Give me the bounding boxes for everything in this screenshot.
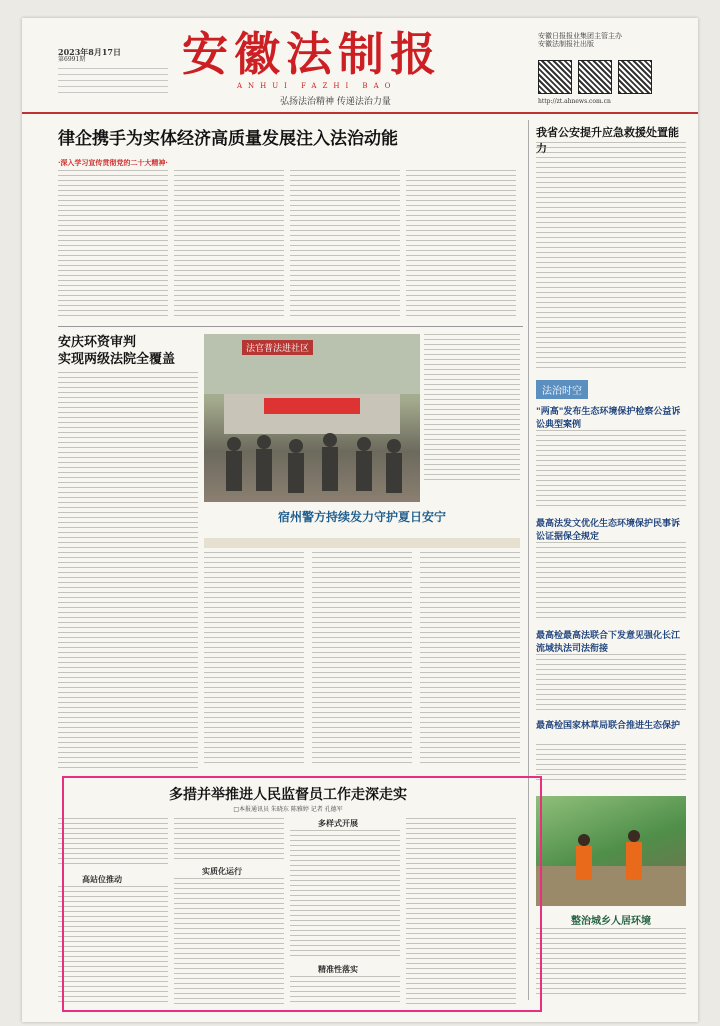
publisher-info [538, 32, 688, 48]
sidebar-item-3-text [536, 654, 686, 714]
sidebar-section-head: 法治时空 [536, 380, 588, 399]
sidebar-item-3-headline: 最高检最高法联合下发意见强化长江流域执法司法衔接 [536, 631, 681, 654]
qr-code-icon [618, 60, 652, 94]
photo-caption-text [424, 334, 520, 484]
header-divider [22, 112, 698, 114]
website-link[interactable]: http://zt.ahnews.com.cn [538, 98, 611, 105]
lead-column-1 [58, 170, 168, 320]
sidebar-item-1-text [536, 430, 686, 510]
sidebar-item-2-headline: 最高法发文优化生态环境保护民事诉讼证据保全规定 [536, 519, 681, 542]
publisher-line-1: 安徽日报报业集团主管主办 [538, 32, 622, 40]
right-lead-headline: 我省公安提升应急救援处置能力 [536, 126, 679, 155]
anqing-headline: 安庆环资审判 实现两级法院全覆盖 [58, 335, 176, 367]
suzhou-column-2 [312, 552, 412, 766]
feature-subhead-2: 实质化运行 [202, 866, 242, 876]
masthead-slogan: 弘扬法治精神 传递法治力量 [280, 97, 391, 107]
lead-column-2 [174, 170, 284, 320]
community-photo [204, 334, 420, 502]
anqing-column [58, 372, 198, 772]
feature-subhead-3: 多样式开展 [318, 818, 358, 828]
subhead-bar [204, 538, 520, 548]
workers-illustration [536, 796, 686, 906]
suzhou-column-1 [204, 552, 304, 766]
qr-code-icon [578, 60, 612, 94]
suzhou-column-3 [420, 552, 520, 766]
qr-code-row [538, 60, 652, 94]
masthead-title: 安徽法制报 [182, 27, 442, 81]
feature-subhead-4: 精准性落实 [318, 964, 358, 974]
lead-headline: 律企携手为实体经济高质量发展注入法治动能 [58, 129, 398, 149]
masthead-pinyin: ANHUI FAZHI BAO [237, 82, 397, 90]
issue-info [58, 48, 168, 98]
sidebar-item-1-headline: "两高"发布生态环境保护检察公益诉讼典型案例 [536, 407, 681, 430]
cleanup-caption: 整治城乡人居环境 [571, 916, 651, 927]
suzhou-headline: 宿州警方持续发力守护夏日安宁 [277, 510, 446, 524]
highlight-box [62, 776, 542, 1012]
qr-code-icon [538, 60, 572, 94]
feature-headline: 多措并举推进人民监督员工作走深走实 [169, 787, 407, 803]
crowd-photo-illustration [204, 334, 420, 502]
lead-column-4 [406, 170, 516, 320]
publisher-line-2: 安徽法制报社出版 [538, 40, 594, 48]
feature-byline: □本报通讯员 朱晓东 陈雅婷 记者 孔德军 [233, 806, 343, 813]
cleanup-caption-text [536, 928, 686, 998]
issue-meta-lines [58, 68, 168, 98]
photo-title: 法官普法进社区 [242, 340, 313, 355]
sidebar-item-2-text [536, 542, 686, 622]
feature-subhead-1: 高站位推动 [82, 874, 122, 884]
lead-kicker: ·深入学习宣传贯彻党的二十大精神· [58, 158, 168, 167]
newspaper-page [22, 18, 698, 1022]
cleanup-photo [536, 796, 686, 906]
issue-date: 2023年8月17日 [58, 47, 121, 57]
section-rule [58, 326, 523, 327]
sidebar-item-4-text [536, 744, 686, 784]
right-lead-column [536, 142, 686, 372]
issue-number: 第6991期 [58, 56, 86, 63]
sidebar-item-4-headline: 最高检国家林草局联合推进生态保护 [536, 721, 681, 731]
lead-column-3 [290, 170, 400, 320]
